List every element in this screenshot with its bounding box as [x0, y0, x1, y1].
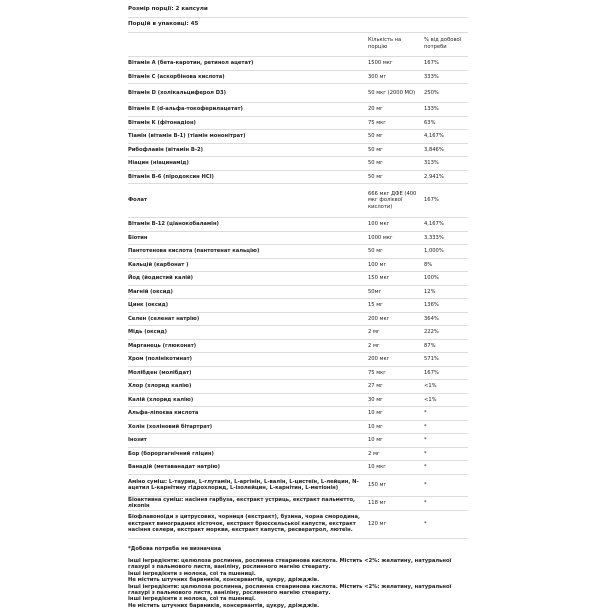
header-name-column	[128, 37, 368, 51]
nutrient-amount: 200 мкг	[368, 316, 424, 323]
nutrient-name: Пантотенова кислота (пантотенат кальцію)	[128, 248, 368, 255]
table-row	[128, 157, 468, 171]
nutrient-name: Хлор (хлорид калію)	[128, 383, 368, 390]
nutrient-name: Біофлавоноїди з цитрусових, чорниця (екстракт), бузина, чорна смородина, екстракт виноградних кісточок, екстракт брюссельської капусти, екстракт насіння селери, екстракт моркви, екстракт капусти, ресвератрол, лютеїн.	[128, 514, 368, 534]
table-row	[128, 103, 468, 117]
nutrient-amount: 666 мкг ДФЕ (400 мкг фолієвої кислоти)	[368, 191, 424, 211]
nutrient-amount: 150 мкг	[368, 275, 424, 282]
nutrient-daily-value: *	[424, 521, 468, 528]
nutrient-daily-value: *	[424, 410, 468, 417]
nutrient-name: Рибофлавін (вітамін B-2)	[128, 147, 368, 154]
ingredients-line: Інші інгредієнти з молока, сої та пшениці.	[128, 596, 468, 602]
nutrient-amount: 118 мг	[368, 500, 424, 507]
nutrient-daily-value: <1%	[424, 397, 468, 404]
nutrient-name: Холін (холіновий бітартрат)	[128, 424, 368, 431]
nutrient-name: Фолат	[128, 197, 368, 204]
nutrient-name: Біотин	[128, 235, 368, 242]
table-row	[128, 130, 468, 144]
nutrient-name: Тіамін (вітамін B-1) (тіамін мононітрат)	[128, 133, 368, 140]
nutrient-amount: 50 мкг (2000 МО)	[368, 90, 424, 97]
nutrient-amount: 50 мг	[368, 133, 424, 140]
nutrient-amount: 10 мг	[368, 437, 424, 444]
nutrient-daily-value: *	[424, 464, 468, 471]
nutrient-daily-value: *	[424, 451, 468, 458]
nutrient-table	[128, 57, 600, 539]
nutrient-daily-value: *	[424, 500, 468, 507]
nutrient-amount: 100 мг	[368, 262, 424, 269]
nutrient-name: Кальцій (карбонат )	[128, 262, 368, 269]
nutrient-amount: 150 мг	[368, 482, 424, 489]
nutrient-amount: 75 мкг	[368, 120, 424, 127]
nutrient-amount: 10 мг	[368, 424, 424, 431]
nutrient-amount: 2 мг	[368, 343, 424, 350]
nutrient-daily-value: 8%	[424, 262, 468, 269]
ingredients-line: Інші інгредієнти: целюлоза рослинна, рослинна стеаринова кислота. Містить <2%: желатину, натуральної глазурі з пальмового листя, ваніліну, рослинного магнію стеарату.	[128, 584, 468, 597]
nutrient-name: Вітамін E (d-альфа-токоферилацетат)	[128, 106, 368, 113]
table-row	[128, 272, 468, 286]
nutrient-amount: 10 мг	[368, 410, 424, 417]
nutrient-daily-value: 3,846%	[424, 147, 468, 154]
nutrient-name: Вітамін B-6 (піродоксин HCl)	[128, 174, 368, 181]
nutrient-name: Вітамін C (аскорбінова кислота)	[128, 74, 368, 81]
table-row	[128, 380, 468, 394]
table-row	[128, 313, 468, 327]
ingredients-line: Не містить штучних барвників, консервантів, цукру, дріжджів.	[128, 577, 468, 583]
table-header	[128, 33, 468, 57]
nutrient-daily-value: *	[424, 437, 468, 444]
daily-value-note: *Добова потреба не визначена	[128, 546, 468, 552]
table-row	[128, 367, 468, 381]
table-row	[128, 407, 468, 421]
ingredients-line: Не містить штучних барвників, консервантів, цукру, дріжджів.	[128, 603, 468, 609]
table-row	[128, 448, 468, 462]
nutrient-amount: 100 мкг	[368, 221, 424, 228]
nutrient-amount: 1000 мкг	[368, 235, 424, 242]
nutrient-daily-value: 167%	[424, 370, 468, 377]
nutrient-amount: 30 мг	[368, 397, 424, 404]
nutrient-daily-value: 2,941%	[424, 174, 468, 181]
table-row	[128, 184, 468, 218]
nutrient-amount: 50 мг	[368, 248, 424, 255]
table-row	[128, 299, 468, 313]
table-row	[128, 475, 468, 497]
ingredients-block-1	[128, 558, 468, 584]
nutrient-name: Магній (оксид)	[128, 289, 368, 296]
table-row	[128, 511, 468, 539]
header-daily-value: % від добової потреби	[424, 37, 468, 51]
nutrient-amount: 75 мкг	[368, 370, 424, 377]
nutrient-name: Цинк (оксид)	[128, 302, 368, 309]
nutrient-amount: 15 мг	[368, 302, 424, 309]
table-row	[128, 286, 468, 300]
nutrient-daily-value: 571%	[424, 356, 468, 363]
nutrient-daily-value: 4,167%	[424, 221, 468, 228]
nutrient-name: Вітамін D (холікальциферол D3)	[128, 90, 368, 97]
nutrient-name: Інозит	[128, 437, 368, 444]
nutrient-name: Мідь (оксид)	[128, 329, 368, 336]
table-row	[128, 497, 468, 511]
nutrient-daily-value: 87%	[424, 343, 468, 350]
nutrient-name: Марганець (глюконат)	[128, 343, 368, 350]
nutrient-daily-value: 136%	[424, 302, 468, 309]
nutrient-name: Йод (йодистий калій)	[128, 275, 368, 282]
table-row	[128, 84, 468, 103]
table-row	[128, 421, 468, 435]
nutrient-amount: 50мг	[368, 289, 424, 296]
nutrient-daily-value: *	[424, 424, 468, 431]
table-row	[128, 461, 468, 475]
table-row	[128, 144, 468, 158]
nutrient-amount: 50 мг	[368, 160, 424, 167]
nutrient-daily-value: 313%	[424, 160, 468, 167]
nutrient-daily-value: 12%	[424, 289, 468, 296]
table-row	[128, 353, 468, 367]
nutrient-daily-value: 167%	[424, 197, 468, 204]
table-row	[128, 340, 468, 354]
header-amount: Кількість на порцію	[368, 37, 424, 51]
table-row	[128, 434, 468, 448]
nutrient-daily-value: 250%	[424, 90, 468, 97]
nutrient-daily-value: <1%	[424, 383, 468, 390]
nutrient-daily-value: 133%	[424, 106, 468, 113]
nutrient-amount: 20 мг	[368, 106, 424, 113]
nutrient-name: Вітамін K (фітонадіон)	[128, 120, 368, 127]
table-row	[128, 71, 468, 85]
table-row	[128, 171, 468, 185]
nutrient-name: Хром (полінікотинат)	[128, 356, 368, 363]
nutrient-daily-value: 222%	[424, 329, 468, 336]
nutrient-name: Ванадій (метаванадат натрію)	[128, 464, 368, 471]
nutrient-name: Вітамін B-12 (ціанокобаламін)	[128, 221, 368, 228]
table-row	[128, 57, 468, 71]
nutrient-amount: 50 мг	[368, 147, 424, 154]
nutrient-daily-value: 63%	[424, 120, 468, 127]
nutrient-daily-value: 1,000%	[424, 248, 468, 255]
nutrient-name: Ніацин (ніацинамід)	[128, 160, 368, 167]
nutrient-amount: 50 мг	[368, 174, 424, 181]
nutrient-amount: 300 мг	[368, 74, 424, 81]
nutrient-amount: 2 мг	[368, 451, 424, 458]
nutrient-name: Бор (бороргагнічний гліцин)	[128, 451, 368, 458]
nutrient-daily-value: 167%	[424, 60, 468, 67]
nutrient-daily-value: 100%	[424, 275, 468, 282]
nutrient-daily-value: 333%	[424, 74, 468, 81]
ingredients-block-2	[128, 584, 468, 609]
nutrient-amount: 10 мкг	[368, 464, 424, 471]
ingredients-line: Інші інгредієнти: целюлоза рослинна, рослинна стеаринова кислота. Містить <2%: желатину, натуральної глазурі з пальмового листя, ваніліну, рослинного магнію стеарату.	[128, 558, 468, 571]
nutrient-name: Альфа-ліпоєва кислота	[128, 410, 368, 417]
table-row	[128, 117, 468, 131]
nutrient-daily-value: 364%	[424, 316, 468, 323]
nutrient-amount: 2 мг	[368, 329, 424, 336]
nutrient-name: Селен (селенат натрію)	[128, 316, 368, 323]
nutrient-name: Біоактивна суміш: насіння гарбуза, екстракт устриць, екстракт пальметто, лікопін	[128, 497, 368, 510]
nutrient-amount: 120 мг	[368, 521, 424, 528]
servings-per-container: Порцій в упаковці: 45	[128, 18, 468, 33]
table-row	[128, 326, 468, 340]
table-row	[128, 245, 468, 259]
table-row	[128, 232, 468, 246]
nutrient-name: Вітамін A (бета-каротин, ретинол ацетат)	[128, 60, 368, 67]
table-row	[128, 259, 468, 273]
ingredients-line: Інші інгредієнти з молока, сої та пшениці.	[128, 571, 468, 577]
nutrient-daily-value: 3,333%	[424, 235, 468, 242]
table-row	[128, 218, 468, 232]
nutrient-daily-value: *	[424, 482, 468, 489]
nutrient-name: Аміно суміш: L-таурин, L-глутамін, L-аргінін, L-валін, L-цистеїн, L-лейцин, N-ацетил L-карнітину гідрохлорид, L-ізолейцин, L-карнітин, L-метіонін)	[128, 479, 368, 492]
nutrient-daily-value: 4,167%	[424, 133, 468, 140]
nutrient-name: Калій (хлорид калію)	[128, 397, 368, 404]
nutrient-amount: 1500 мкг	[368, 60, 424, 67]
nutrient-name: Молібден (молібдат)	[128, 370, 368, 377]
table-row	[128, 394, 468, 408]
nutrient-amount: 200 мкг	[368, 356, 424, 363]
nutrient-amount: 27 мг	[368, 383, 424, 390]
notes-section	[128, 546, 468, 609]
serving-size: Розмір порції: 2 капсули	[128, 3, 468, 18]
